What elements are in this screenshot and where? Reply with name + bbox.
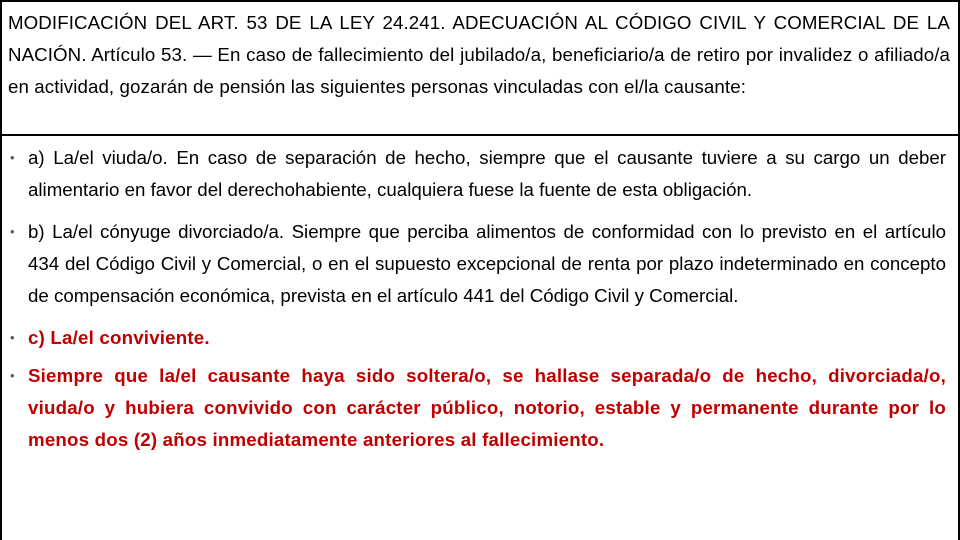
header-paragraph: MODIFICACIÓN DEL ART. 53 DE LA LEY 24.241. ADECUACIÓN AL CÓDIGO CIVIL Y COMERCIAL DE LA NACIÓN. Artículo 53. — En caso de fallecimiento del jubilado/a, beneficiario/a de retiro por invalidez o afiliado/a en actividad, gozarán de pensión las siguientes personas vinculadas con el/la causante: <box>8 12 950 97</box>
list-item-text: b) La/el cónyuge divorciado/a. Siempre que perciba alimentos de conformidad con lo previsto en el artículo 434 del Código Civil y Comercial, o en el supuesto excepcional de renta por plazo indeterminado en concepto de compensación económica, prevista en el artículo 441 del Código Civil y Comercial. <box>28 221 946 306</box>
bullet-icon: • <box>10 150 15 165</box>
list-item-condition <box>2 360 958 456</box>
list-item-c <box>2 322 958 354</box>
bullet-icon: • <box>10 368 15 383</box>
list-item-b <box>2 216 958 312</box>
list-item-text: Siempre que la/el causante haya sido soltera/o, se hallase separada/o de hecho, divorciada/o, viuda/o y hubiera convivido con carácter público, notorio, estable y permanente durante por lo menos dos (2) años inmediatamente anteriores al fallecimiento. <box>28 365 946 450</box>
items-list <box>2 142 958 466</box>
list-item-text: c) La/el conviviente. <box>28 327 210 348</box>
header-box <box>2 2 958 136</box>
bullet-icon: • <box>10 330 15 345</box>
list-item-text: a) La/el viuda/o. En caso de separación de hecho, siempre que el causante tuviere a su cargo un deber alimentario en favor del derechohabiente, cualquiera fuese la fuente de esta obligación. <box>28 147 946 200</box>
list-item-a <box>2 142 958 206</box>
bullet-icon: • <box>10 224 15 239</box>
